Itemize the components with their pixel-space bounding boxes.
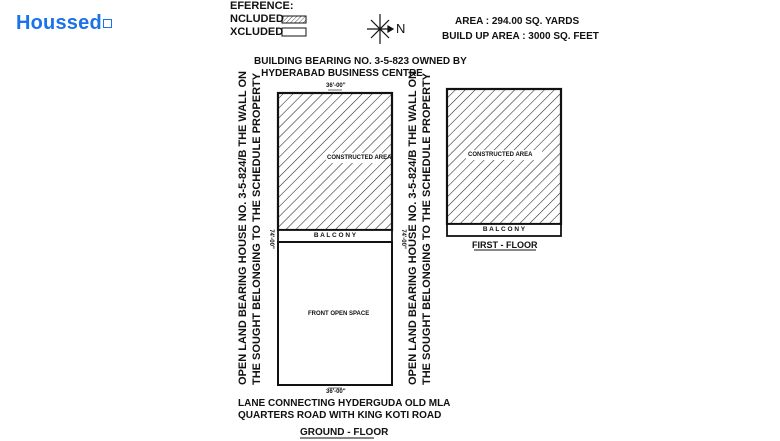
ground-dim-top: 36'-00" — [326, 83, 346, 89]
ground-constructed-label: CONSTRUCTED AREA — [327, 155, 392, 161]
legend-excluded-swatch — [282, 28, 306, 36]
legend-title: EFERENCE: — [230, 0, 294, 12]
brand-logo[interactable] — [16, 12, 112, 35]
compass-icon — [367, 14, 393, 44]
top-label-line2: HYDERABAD BUSINESS CENTRE — [261, 68, 423, 79]
ground-open-space-label: FRONT OPEN SPACE — [308, 311, 370, 317]
right-side-label — [406, 71, 436, 385]
north-label: N — [396, 21, 406, 36]
legend-included-swatch — [282, 16, 306, 23]
floor-plan-sheet — [228, 0, 599, 441]
build-up-area-text: BUILD UP AREA : 3000 SQ. FEET — [442, 31, 599, 42]
ground-dim-left: 74'-00" — [267, 229, 274, 249]
left-side-label — [236, 71, 266, 385]
legend-excluded-label: XCLUDED — [230, 26, 284, 38]
brand-name: Houssed — [16, 12, 102, 34]
left-label-line1: OPEN LAND BEARING HOUSE NO. 3-5-824/B THE WALL ON — [237, 71, 249, 385]
ground-floor-title: GROUND - FLOOR — [300, 427, 389, 438]
ground-dim-right: 74'-00" — [399, 229, 406, 249]
ground-dim-bottom: 36'-00" — [326, 389, 346, 395]
first-floor-title: FIRST - FLOOR — [472, 240, 538, 250]
top-label-line1: BUILDING BEARING NO. 3-5-823 OWNED BY — [254, 56, 467, 67]
bottom-label-line2: QUARTERS ROAD WITH KING KOTI ROAD — [238, 410, 442, 421]
right-label-line1: OPEN LAND BEARING HOUSE NO. 3-5-824/B THE WALL ON — [407, 71, 419, 385]
ground-balcony-label: B A L C O N Y — [313, 232, 357, 239]
right-label-line2: THE SOUGHT BELONGING TO THE SCHEDULE PROPERTY — [421, 72, 433, 385]
house-icon — [103, 19, 112, 28]
legend-included-label: NCLUDED — [230, 13, 284, 25]
first-constructed-label: CONSTRUCTED AREA — [468, 152, 533, 158]
left-label-line2: THE SOUGHT BELONGING TO THE SCHEDULE PROPERTY — [251, 72, 263, 385]
bottom-label-line1: LANE CONNECTING HYDERGUDA OLD MLA — [238, 398, 451, 409]
first-balcony-label: B A L C O N Y — [482, 226, 526, 233]
area-text: AREA : 294.00 SQ. YARDS — [455, 16, 580, 27]
